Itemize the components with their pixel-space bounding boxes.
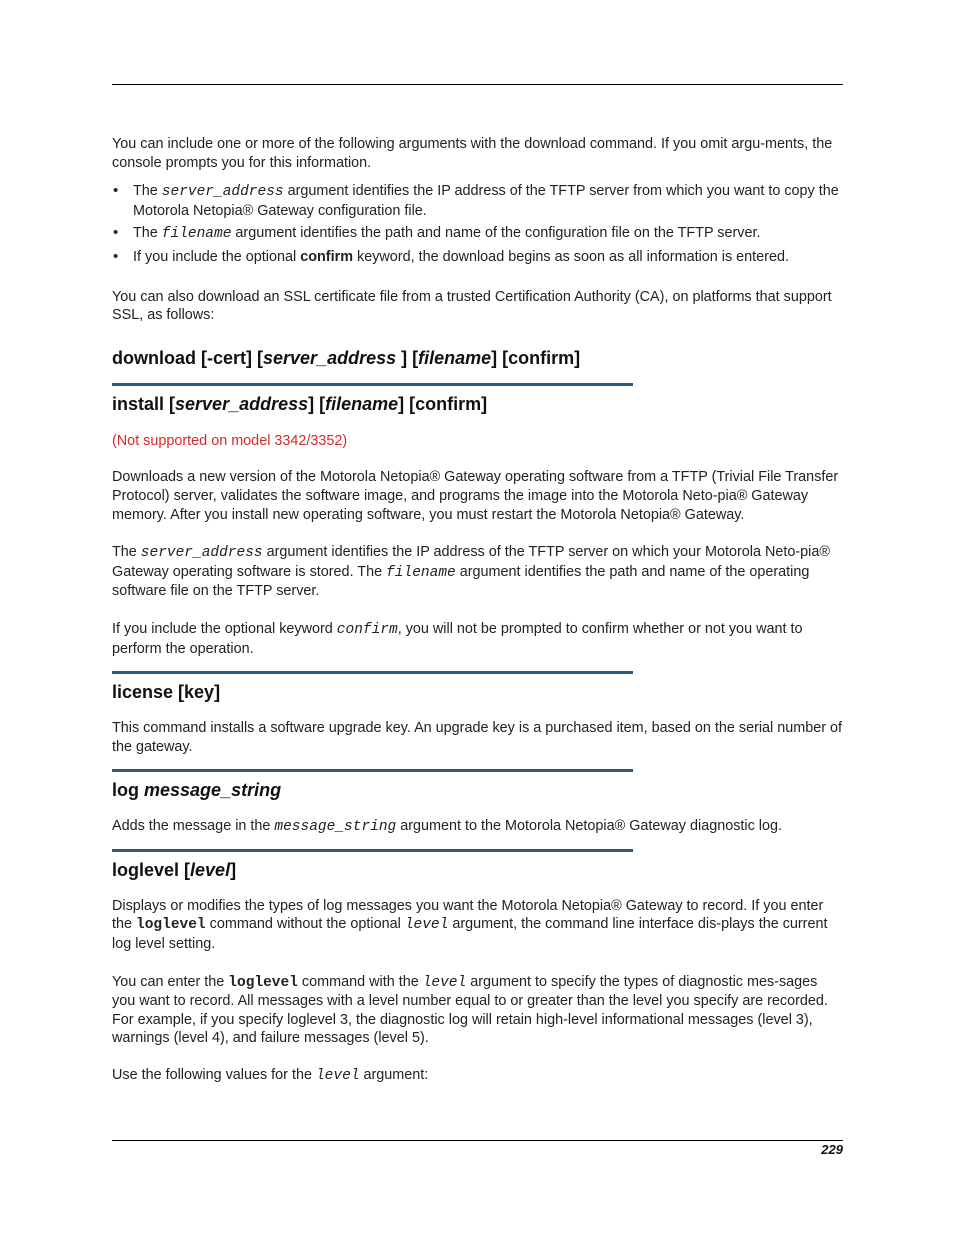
inline-code: server_address <box>140 545 263 562</box>
section-divider <box>112 769 633 772</box>
inline-code: level <box>315 1068 360 1085</box>
argument-list <box>112 182 843 266</box>
loglevel-heading: loglevel [level] <box>112 859 237 880</box>
download-heading: download [-cert] [server_address ] [filename] [confirm] <box>112 347 581 368</box>
install-description: Downloads a new version of the Motorola Netopia® Gateway operating software from a TFTP (Trivial File Transfer Protocol) server, validates the software image, and programs the image into the Motorola Neto-pia® Gateway memory. After you install new operating software, you must restart the Motorola Netopia® Gateway. <box>112 469 839 523</box>
install-heading: install [server_address] [filename] [confirm] <box>112 393 488 414</box>
log-description: Adds the message in the message_string argument to the Motorola Netopia® Gateway diagnostic log. <box>112 818 783 836</box>
footer-rule <box>112 1140 843 1141</box>
install-confirm: If you include the optional keyword confirm, you will not be prompted to confirm whether or not you want to perform the operation. <box>112 620 803 657</box>
section-divider <box>112 383 633 386</box>
loglevel-values-intro: Use the following values for the level argument: <box>112 1067 429 1085</box>
section-divider <box>112 849 633 852</box>
section-divider <box>112 671 633 674</box>
list-item: • The server_address argument identifies the IP address of the TFTP server from which you want to copy the Motorola Netopia® Gateway configuration file. <box>112 182 843 220</box>
keyword: confirm <box>300 248 353 265</box>
list-item: • If you include the optional confirm keyword, the download begins as soon as all information is entered. <box>112 248 843 267</box>
inline-code: confirm <box>336 621 398 638</box>
loglevel-usage: You can enter the loglevel command with the level argument to specify the types of diagnostic mes-sages you want to record. All messages with a level number equal to or greater than the level you specify are recorded. For example, if you specify loglevel 3, the diagnostic log will retain high-level informational messages (level 3), warnings (level 4), and failure messages (level 5). <box>112 973 828 1047</box>
inline-code: filename <box>386 564 456 581</box>
log-heading: log message_string <box>112 780 282 801</box>
inline-code: message_string <box>274 819 397 836</box>
page-number: 229 <box>821 1142 843 1157</box>
command-code: loglevel <box>136 917 206 934</box>
loglevel-description: Displays or modifies the types of log messages you want the Motorola Netopia® Gateway to record. If you enter the loglevel command without the optional level argument, the command line interface dis-plays the current log level setting. <box>112 897 828 953</box>
inline-code: server_address <box>161 184 284 201</box>
list-item: • The filename argument identifies the path and name of the configuration file on the TFTP server. <box>112 224 843 244</box>
license-description: This command installs a software upgrade key. An upgrade key is a purchased item, based on the serial number of the gateway. <box>112 720 843 755</box>
inline-code: filename <box>161 226 232 243</box>
license-heading: license [key] <box>112 682 221 703</box>
intro-paragraph: You can include one or more of the following arguments with the download command. If you omit argu-ments, the console prompts you for this information. <box>112 136 833 171</box>
model-note: (Not supported on model 3342/3352) <box>112 432 348 449</box>
inline-code: level <box>404 917 449 934</box>
ssl-paragraph: You can also download an SSL certificate file from a trusted Certification Authority (CA), on platforms that support SSL, as follows: <box>112 288 832 324</box>
command-code: loglevel <box>228 974 298 991</box>
install-arguments: The server_address argument identifies the IP address of the TFTP server on which your Motorola Neto-pia® Gateway operating software is stored. The filename argument identifies the path and name of the operating software file on the TFTP server. <box>112 544 830 600</box>
page-content <box>112 135 843 1086</box>
header-rule <box>112 84 843 85</box>
inline-code: level <box>422 974 467 991</box>
